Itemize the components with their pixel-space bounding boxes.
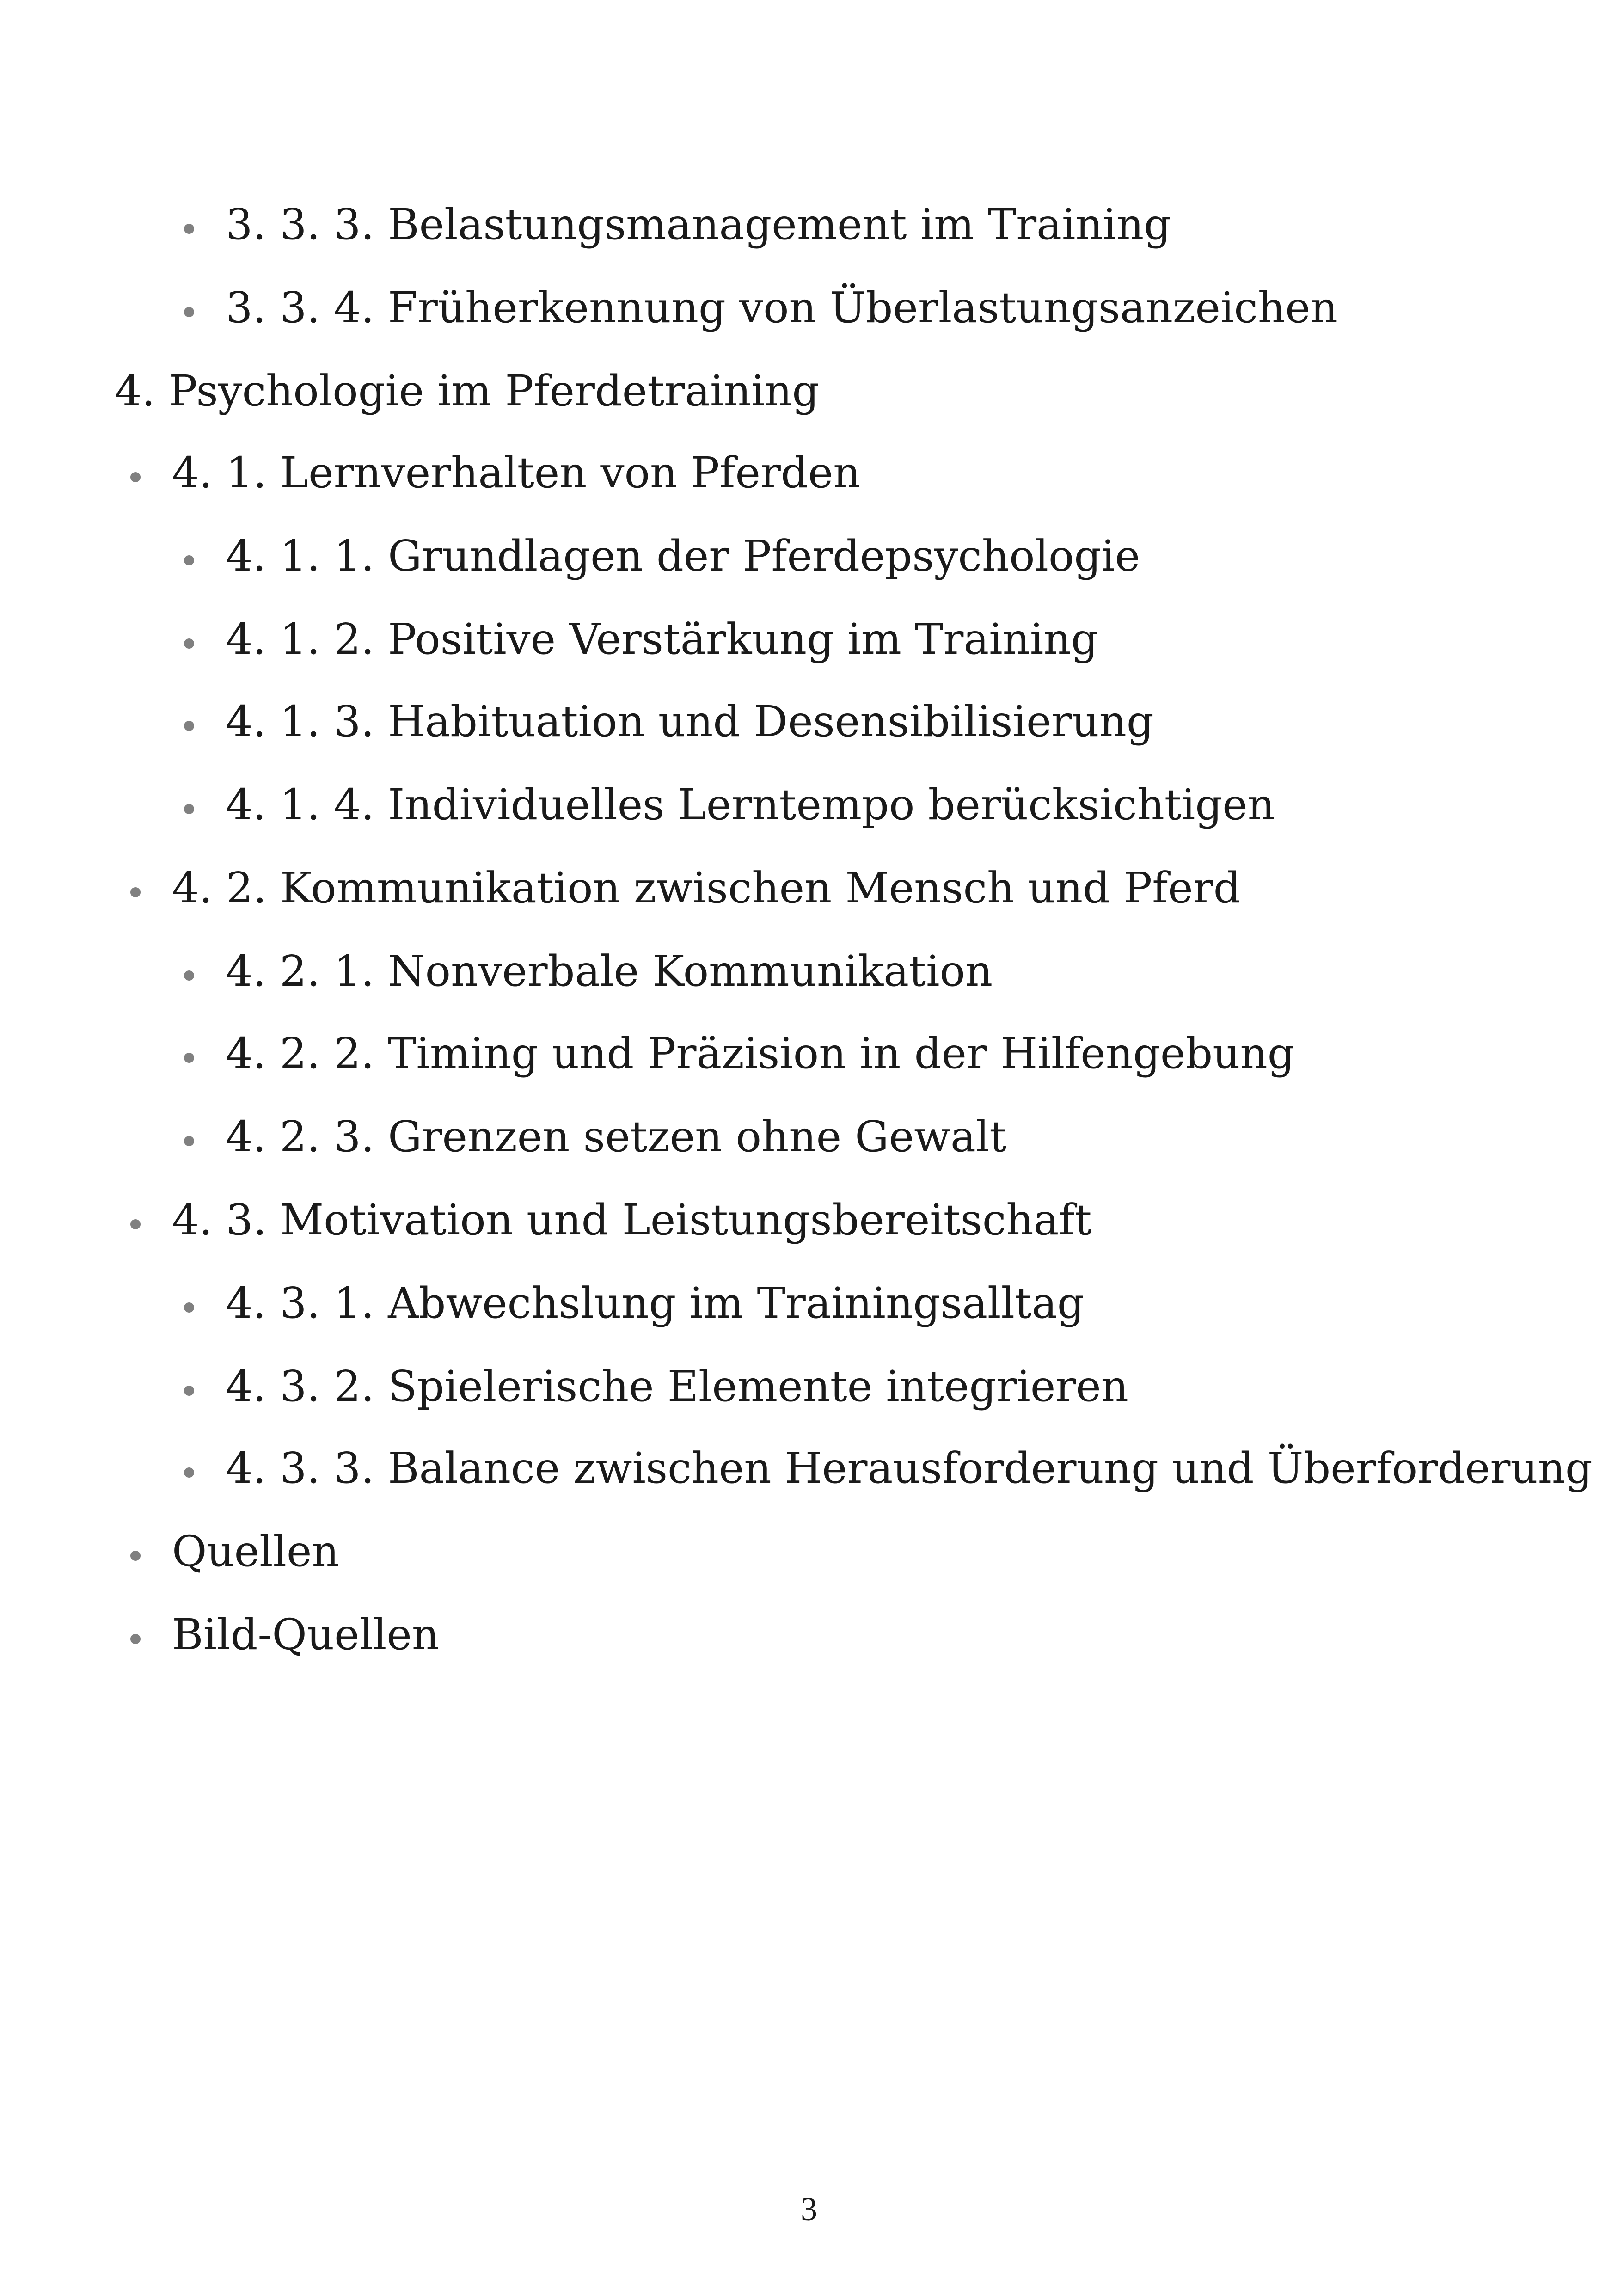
toc-chapter-heading: 4. Psychologie im Pferdetraining [115, 366, 820, 416]
bullet-icon [184, 638, 194, 649]
toc-section-item: Quellen [172, 1527, 339, 1576]
bullet-icon [130, 1634, 141, 1644]
bullet-icon [130, 1551, 141, 1561]
toc-subsection-item: 4. 3. 3. Balance zwischen Herausforderung und Überforderung [226, 1443, 1593, 1493]
page-number: 3 [801, 2191, 817, 2228]
bullet-icon [184, 1467, 194, 1478]
toc-subsection-item: 4. 3. 2. Spielerische Elemente integrieren [226, 1362, 1128, 1411]
bullet-icon [130, 1219, 141, 1229]
toc-subsection-item: 4. 1. 2. Positive Verstärkung im Training [226, 614, 1098, 664]
toc-section-item: Bild-Quellen [172, 1610, 440, 1659]
toc-subsection-item: 4. 1. 3. Habituation und Desensibilisierung [226, 697, 1154, 746]
toc-subsection-item: 4. 2. 3. Grenzen setzen ohne Gewalt [226, 1112, 1007, 1161]
toc-subsection-item: 3. 3. 4. Früherkennung von Überlastungsanzeichen [226, 283, 1338, 332]
toc-subsection-item: 4. 1. 4. Individuelles Lerntempo berücksichtigen [226, 780, 1275, 829]
toc-subsection-item: 4. 2. 1. Nonverbale Kommunikation [226, 946, 993, 996]
bullet-icon [130, 887, 141, 897]
toc-section-item: 4. 2. Kommunikation zwischen Mensch und Pferd [172, 863, 1241, 913]
toc-subsection-item: 4. 3. 1. Abwechslung im Trainingsalltag [226, 1278, 1085, 1328]
bullet-icon [184, 307, 194, 317]
bullet-icon [184, 555, 194, 565]
bullet-icon [184, 224, 194, 234]
bullet-icon [184, 1053, 194, 1063]
toc-section-item: 4. 1. Lernverhalten von Pferden [172, 448, 861, 497]
bullet-icon [184, 1136, 194, 1146]
toc-section-item: 4. 3. Motivation und Leistungsbereitschaft [172, 1195, 1092, 1245]
toc-subsection-item: 4. 2. 2. Timing und Präzision in der Hilfengebung [226, 1029, 1295, 1078]
bullet-icon [184, 970, 194, 981]
toc-subsection-item: 3. 3. 3. Belastungsmanagement im Training [226, 200, 1171, 249]
bullet-icon [184, 804, 194, 814]
bullet-icon [184, 1386, 194, 1396]
toc-subsection-item: 4. 1. 1. Grundlagen der Pferdepsychologie [226, 531, 1140, 581]
bullet-icon [184, 721, 194, 731]
bullet-icon [184, 1302, 194, 1313]
bullet-icon [130, 472, 141, 482]
